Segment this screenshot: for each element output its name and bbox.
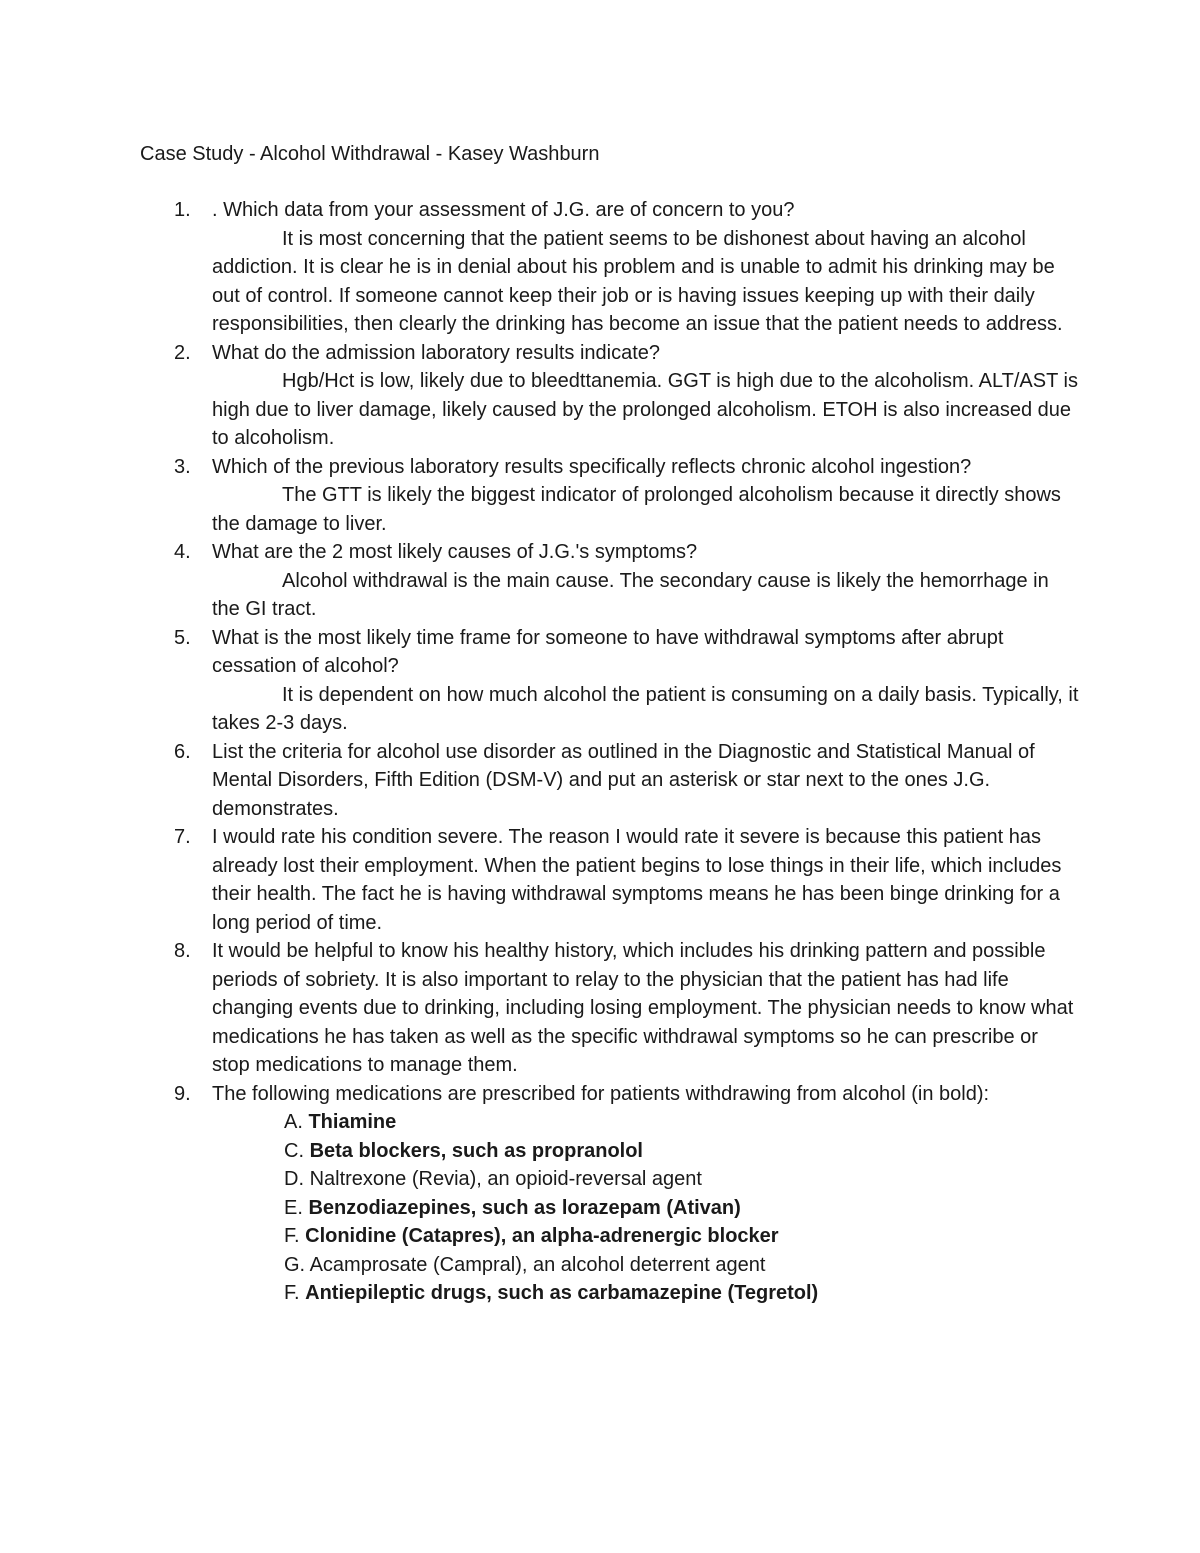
medication-letter: C. (284, 1139, 310, 1162)
question-text: The following medications are prescribed for patients withdrawing from alcohol (in bold): (212, 1082, 990, 1105)
document-body (140, 140, 1080, 1308)
medication-item (284, 1279, 1080, 1308)
answer-text: It is dependent on how much alcohol the patient is consuming on a daily basis. Typically, it takes 2-3 days. (212, 683, 1079, 734)
question-item-2 (140, 339, 1080, 453)
question-number: 7. (174, 826, 191, 848)
question-text: What are the 2 most likely causes of J.G.'s symptoms? (212, 541, 698, 563)
medication-letter: F. (284, 1282, 306, 1304)
question-item-3 (140, 453, 1080, 539)
medication-name: Acamprosate (Campral), an alcohol deterrent agent (309, 1253, 766, 1276)
question-text: Which of the previous laboratory results specifically reflects chronic alcohol ingestion? (212, 455, 972, 478)
question-item-4 (140, 538, 1080, 624)
question-item-9 (140, 1080, 1080, 1308)
question-number: 8. (174, 940, 191, 962)
answer-text: The GTT is likely the biggest indicator of prolonged alcoholism because it directly shows the damage to liver. (212, 484, 1061, 535)
question-text: It would be helpful to know his healthy history, which includes his drinking pattern and possible periods of sobriety. It is also important to relay to the physician that the patient has had life changing events due to drinking, including losing employment. The physician needs to know what medications he has taken as well as the specific withdrawal symptoms so he can prescribe or stop medications to manage them. (212, 940, 1074, 1076)
medication-letter: E. (284, 1196, 309, 1219)
medication-name: Clonidine (Catapres), an alpha-adrenergic blocker (305, 1225, 779, 1247)
document-title: Case Study - Alcohol Withdrawal - Kasey Washburn (140, 143, 600, 165)
question-item-7 (140, 823, 1080, 937)
question-text: . Which data from your assessment of J.G. are of concern to you? (212, 199, 795, 221)
answer-text: Alcohol withdrawal is the main cause. The secondary cause is likely the hemorrhage in the GI tract. (212, 569, 1049, 620)
medication-name: Thiamine (308, 1111, 397, 1133)
question-number: 1. (174, 199, 191, 221)
question-number: 6. (174, 740, 191, 763)
medication-item (284, 1194, 1080, 1223)
medication-name: Beta blockers, such as propranolol (309, 1139, 643, 1162)
medication-letter: D. (284, 1168, 310, 1190)
question-item-8 (140, 937, 1080, 1080)
question-item-1 (140, 196, 1080, 339)
medication-item (284, 1165, 1080, 1194)
medication-name: Naltrexone (Revia), an opioid-reversal agent (309, 1168, 702, 1190)
question-text: I would rate his condition severe. The reason I would rate it severe is because this patient has already lost their employment. When the patient begins to lose things in their life, which includes their health. The fact he is having withdrawal symptoms means he has been binge drinking for a long period of time. (212, 826, 1062, 934)
question-number: 4. (174, 541, 191, 563)
question-text: What do the admission laboratory results indicate? (212, 341, 661, 364)
answer-text: It is most concerning that the patient seems to be dishonest about having an alcohol addiction. It is clear he is in denial about his problem and is unable to admit his drinking may be out of control. If someone cannot keep their job or is having issues keeping up with their daily responsibilities, then clearly the drinking has become an issue that the patient needs to address. (212, 227, 1063, 335)
question-number: 2. (174, 341, 191, 364)
question-list (140, 196, 1080, 1308)
question-item-6 (140, 738, 1080, 824)
medication-item (284, 1222, 1080, 1251)
question-number: 9. (174, 1082, 191, 1105)
question-number: 3. (174, 455, 191, 478)
medication-list (212, 1108, 1080, 1308)
answer-text: Hgb/Hct is low, likely due to bleedttanemia. GGT is high due to the alcoholism. ALT/AST is high due to liver damage, likely caused by the prolonged alcoholism. ETOH is also increased due to alcoholism. (212, 370, 1078, 449)
medication-name: Antiepileptic drugs, such as carbamazepine (Tegretol) (305, 1282, 819, 1304)
question-text: What is the most likely time frame for someone to have withdrawal symptoms after abrupt cessation of alcohol? (212, 626, 1004, 677)
medication-letter: G. (284, 1253, 310, 1276)
question-text: List the criteria for alcohol use disorder as outlined in the Diagnostic and Statistical Manual of Mental Disorders, Fifth Edition (DSM-V) and put an asterisk or star next to the ones J.G. demonstrates. (212, 740, 1035, 820)
medication-item (284, 1137, 1080, 1166)
medication-item (284, 1251, 1080, 1280)
medication-letter: F. (284, 1225, 306, 1247)
medication-item (284, 1108, 1080, 1137)
question-number: 5. (174, 626, 191, 649)
medication-letter: A. (284, 1111, 309, 1133)
medication-name: Benzodiazepines, such as lorazepam (Ativan) (308, 1196, 741, 1219)
question-item-5 (140, 624, 1080, 738)
